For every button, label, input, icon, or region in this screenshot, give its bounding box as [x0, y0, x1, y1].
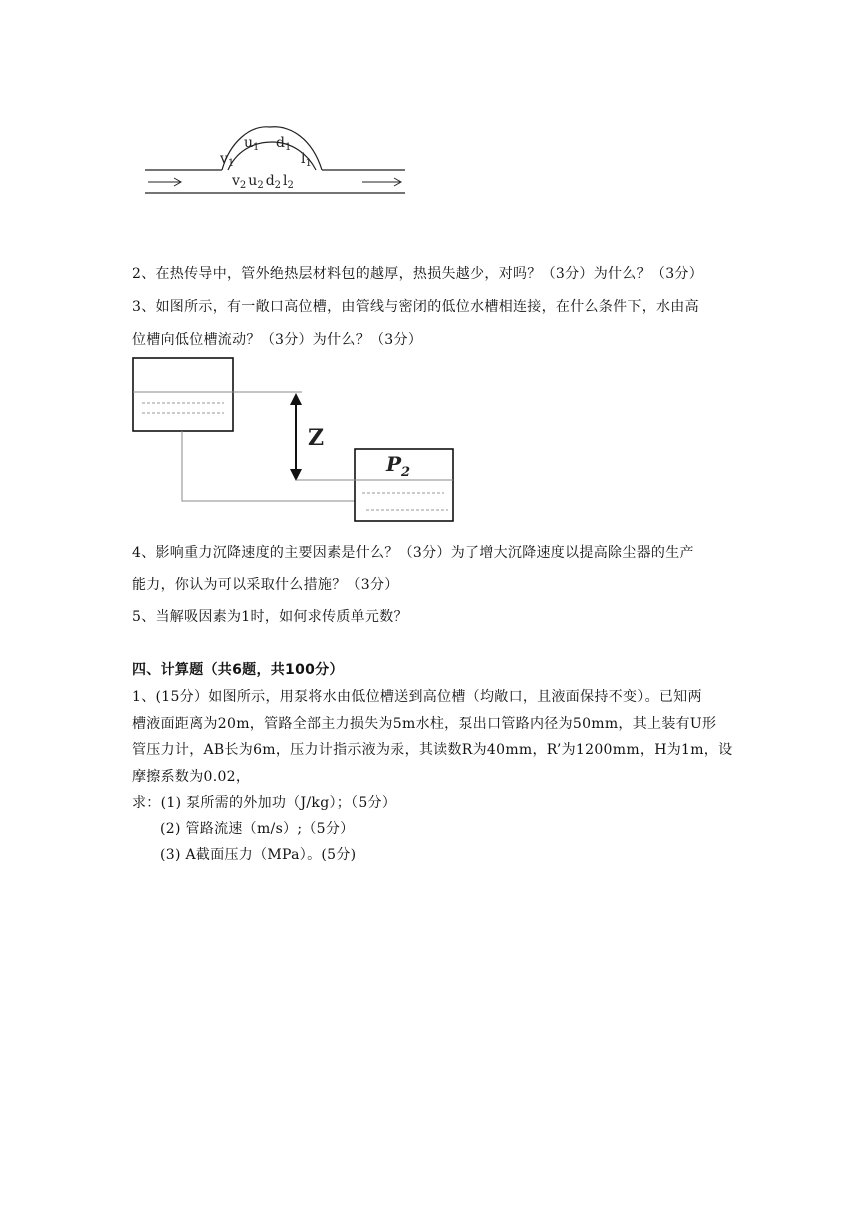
question-4-line-2: 能力，你认为可以采取什么措施？（3分）	[132, 577, 399, 593]
label-u2: u	[248, 173, 258, 189]
svg-text:u1	[244, 135, 259, 153]
svg-text:l1	[301, 151, 312, 169]
question-3-line-1: 3、如图所示，有一敞口高位槽，由管线与密闭的低位水槽相连接，在什么条件下，水由高	[132, 299, 699, 315]
label-l1-sub: 1	[305, 158, 312, 169]
pipe-branch-figure	[140, 120, 410, 200]
problem-1-line-1: 1、(15分）如图所示，用泵将水由低位槽送到高位槽（均敞口，且液面保持不变）。已知两	[132, 689, 702, 705]
label-l2: l	[283, 173, 288, 189]
label-u1: u	[244, 135, 254, 151]
label-v1-sub: 1	[227, 158, 235, 169]
label-u1-sub: 1	[253, 142, 260, 153]
height-arrow-bottom-head	[290, 469, 302, 481]
svg-text:v1	[219, 151, 234, 169]
problem-1-ask-2: (2) 管路流速（m/s）;（5分）	[160, 821, 355, 837]
label-v2: v	[232, 173, 240, 189]
problem-1-line-2: 槽液面距离为20m，管路全部主力损失为5m水柱，泵出口管路内径为50mm，其上装有U形	[132, 716, 717, 732]
label-d1-sub: 1	[284, 142, 292, 153]
svg-text:d1	[276, 135, 291, 153]
label-d2: d	[265, 173, 275, 189]
problem-1-line-4: 摩擦系数为0.02，	[132, 769, 251, 785]
pressure-p-sub: 2	[401, 465, 411, 480]
question-4-line-1: 4、影响重力沉降速度的主要因素是什么？（3分）为了增大沉降速度以提高除尘器的生产	[132, 545, 694, 561]
svg-text:P2	[385, 452, 410, 480]
two-tank-figure	[130, 355, 460, 527]
label-v1: v	[220, 151, 228, 167]
label-d2-sub: 2	[274, 180, 282, 191]
svg-text:v2u2d2l2	[231, 173, 294, 191]
question-2: 2、在热传导中，管外绝热层材料包的越厚，热损失越少，对吗？（3分）为什么？（3分）	[132, 266, 704, 282]
label-l1: l	[301, 151, 306, 167]
problem-1-ask-3: (3) A截面压力（MPa）。(5分)	[160, 847, 357, 863]
high-tank	[133, 358, 233, 431]
label-l2-sub: 2	[287, 180, 294, 191]
question-5: 5、当解吸因素为1时，如何求传质单元数？	[132, 609, 408, 625]
height-arrow-top-head	[290, 393, 302, 405]
section-heading: 四、计算题（共6题，共100分）	[132, 662, 344, 678]
problem-1-line-3: 管压力计，AB长为6m，压力计指示液为汞，其读数R为40mm，R’为1200mm，H为1m，设	[132, 742, 733, 758]
problem-1-ask-1: 求：(1) 泵所需的外加功（J/kg）；（5分）	[132, 795, 397, 811]
label-v2-sub: 2	[239, 180, 247, 191]
pressure-p-label: P	[386, 452, 402, 476]
label-u2-sub: 2	[257, 180, 264, 191]
connecting-pipe	[182, 431, 355, 501]
label-d1: d	[276, 135, 285, 151]
question-3-line-2: 位槽向低位槽流动？（3分）为什么？（3分）	[132, 332, 423, 348]
height-z-label: Z	[308, 425, 325, 451]
